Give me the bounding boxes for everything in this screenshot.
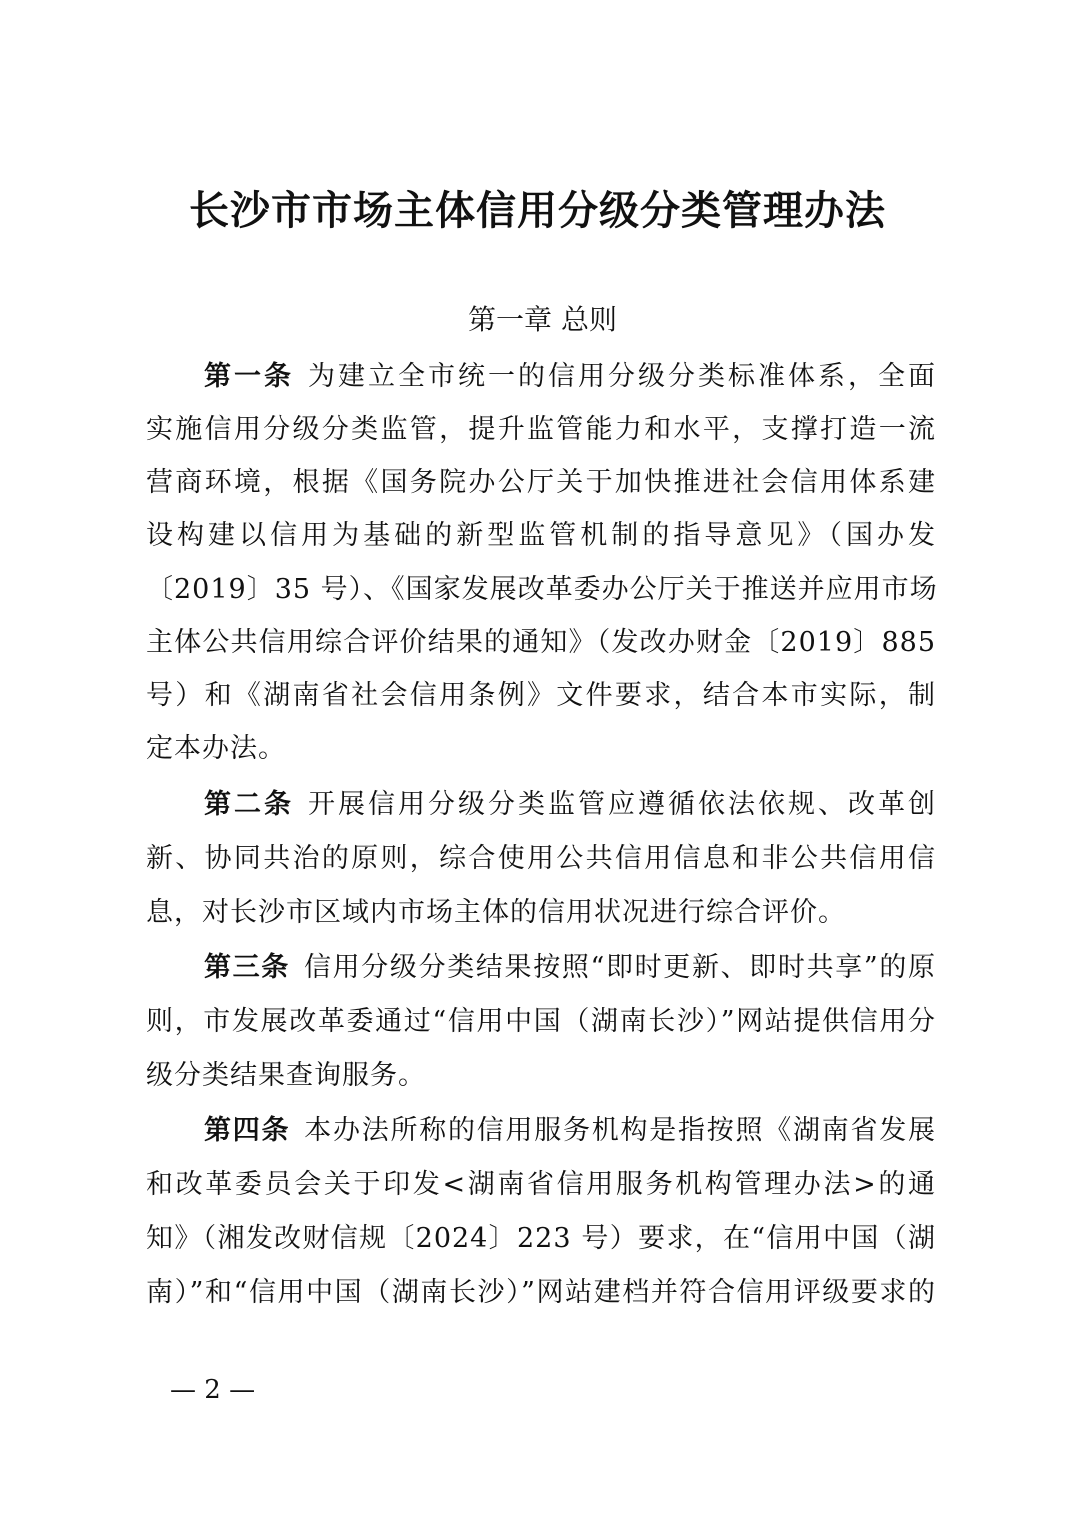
article-2-line-2: 新、协同共治的原则，综合使用公共信用信息和非公共信用信 (146, 843, 936, 874)
article-text: 开展信用分级分类监管应遵循依法依规、改革创 (308, 789, 936, 820)
document-title: 长沙市市场主体信用分级分类管理办法 (189, 187, 886, 234)
article-1-line-4: 设构建以信用为基础的新型监管机制的指导意见》（国办发 (146, 520, 936, 551)
article-1-line-1 (204, 357, 936, 397)
chapter-heading: 第一章 总则 (468, 303, 617, 336)
article-label: 第二条 (204, 789, 294, 820)
article-4-line-3: 知》（湘发改财信规〔2024〕223 号）要求，在“信用中国（湖 (146, 1223, 936, 1254)
article-1-line-8: 定本办法。 (146, 733, 286, 764)
article-3-line-3: 级分类结果查询服务。 (146, 1060, 426, 1091)
article-1-line-3: 营商环境，根据《国务院办公厅关于加快推进社会信用体系建 (146, 467, 936, 498)
article-text: 本办法所称的信用服务机构是指按照《湖南省发展 (304, 1115, 936, 1146)
article-4-line-1 (204, 1111, 936, 1151)
article-label: 第三条 (204, 952, 290, 983)
article-1-line-7: 号）和《湖南省社会信用条例》文件要求，结合本市实际，制 (146, 680, 936, 711)
article-label: 第四条 (204, 1115, 291, 1146)
article-4-line-4: 南）”和“信用中国（湖南长沙）”网站建档并符合信用评级要求的 (146, 1277, 936, 1308)
article-3-line-2: 则，市发展改革委通过“信用中国（湖南长沙）”网站提供信用分 (146, 1006, 936, 1037)
article-label: 第一条 (204, 361, 294, 392)
article-text: 信用分级分类结果按照“即时更新、即时共享”的原 (303, 952, 936, 983)
article-1-line-5: 〔2019〕35 号）、《国家发展改革委办公厅关于推送并应用市场 (146, 574, 938, 605)
article-2-line-1 (204, 785, 936, 825)
page-number: — 2 — (170, 1375, 256, 1405)
article-1-line-6: 主体公共信用综合评价结果的通知》（发改办财金〔2019〕885 (146, 627, 936, 658)
article-2-line-3: 息，对长沙市区域内市场主体的信用状况进行综合评价。 (146, 897, 846, 928)
article-3-line-1 (204, 948, 936, 988)
article-4-line-2: 和改革委员会关于印发<湖南省信用服务机构管理办法>的通 (146, 1169, 936, 1200)
article-text: 为建立全市统一的信用分级分类标准体系，全面 (308, 361, 936, 392)
article-1-line-2: 实施信用分级分类监管，提升监管能力和水平，支撑打造一流 (146, 414, 936, 445)
